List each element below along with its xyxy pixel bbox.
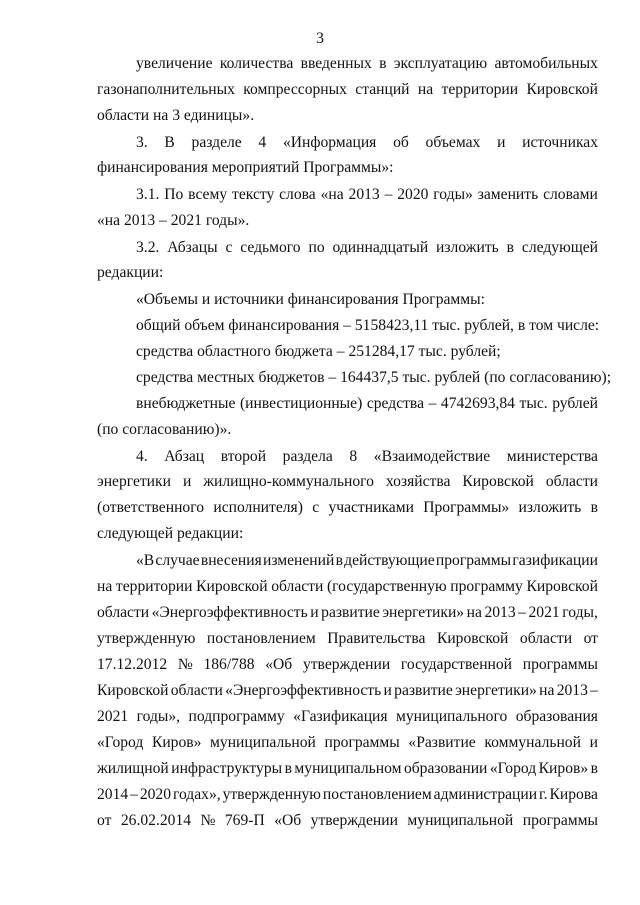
word: администрации (433, 786, 538, 803)
word: области (97, 604, 150, 621)
word: – (130, 786, 138, 803)
word: утверждении (310, 812, 398, 829)
text-line (97, 500, 598, 516)
word: и (383, 682, 392, 699)
word: 3. (136, 134, 148, 151)
word: программы (435, 552, 512, 569)
word: 186/788 (203, 656, 255, 673)
text-line (136, 449, 598, 465)
text-line (97, 657, 598, 673)
word: «В (136, 552, 155, 569)
word: – (518, 604, 526, 621)
word: государственной (400, 656, 513, 673)
page-number: 3 (316, 30, 324, 47)
word: станций (355, 81, 410, 98)
word: и (589, 734, 598, 751)
word: с (312, 499, 320, 516)
word: № (200, 812, 216, 829)
word: «Газификация (293, 708, 388, 725)
word: автомобильных (494, 55, 598, 72)
word: энергетики» (455, 682, 537, 699)
word: утвержденную (97, 630, 196, 647)
word: «Взаимодействие (373, 448, 491, 465)
word: «Об (265, 656, 293, 673)
word: жилищной (97, 760, 169, 777)
word: муниципальной (210, 734, 316, 751)
text-line: (по согласованию)». (97, 421, 232, 438)
word: 3.2. (136, 239, 160, 256)
word: следующей (521, 239, 598, 256)
text-line (97, 787, 598, 803)
word: «Энергоэффективность (151, 604, 308, 621)
word: в (590, 499, 598, 516)
text-line (136, 553, 598, 569)
word: подпрограмму (188, 708, 285, 725)
word: слова (279, 186, 316, 203)
word: «Энергоэффективность (225, 682, 382, 699)
word: хозяйства (385, 473, 451, 490)
text-line: следующей редакции: (97, 525, 244, 542)
word: утвержденную (222, 786, 321, 803)
word: годах», (172, 786, 221, 803)
word: Программы» (423, 499, 510, 516)
word: г. (539, 786, 548, 803)
word: с (225, 239, 233, 256)
word: газонаполнительных (97, 81, 235, 98)
word: раздела (282, 448, 333, 465)
word: муниципальной (407, 812, 514, 829)
text-line: средства местных бюджетов – 164437,5 тыс. рублей (по согласованию); (136, 369, 612, 386)
text-line (97, 82, 598, 98)
word: газификации (512, 552, 598, 569)
word: количества (219, 55, 294, 72)
word: «Город (489, 760, 537, 777)
word: энергетики (97, 473, 171, 490)
word: – (590, 682, 598, 699)
word: от (583, 630, 598, 647)
word: эксплуатацию (393, 55, 488, 72)
text-line: финансирования мероприятий Программы»: (97, 159, 394, 176)
word: изложить (518, 499, 582, 516)
word: «Информация (282, 134, 377, 151)
word: на (417, 81, 434, 98)
word: (ответственного (97, 499, 205, 516)
word: «Об (274, 812, 302, 829)
text-line (136, 396, 598, 412)
word: и (182, 473, 192, 490)
word: развитие (394, 682, 453, 699)
word: программы (522, 656, 598, 673)
word: Кирова (549, 786, 598, 803)
word: Кировской (436, 630, 509, 647)
text-line: общий объем финансирования – 5158423,11 тыс. рублей, в том числе: (136, 317, 600, 334)
word: второй (220, 448, 267, 465)
word: (государственную (326, 578, 447, 595)
text-line (97, 605, 598, 621)
word: «Развитие (408, 734, 476, 751)
word: коммунальной (484, 734, 581, 751)
word: жилищно-коммунального (203, 473, 374, 490)
word: муниципальном (294, 760, 402, 777)
text-line: «на 2013 – 2021 годы». (97, 212, 250, 229)
word: 2021 (528, 604, 560, 621)
word: объемах (425, 134, 481, 151)
word: «на (320, 186, 344, 203)
word: по (308, 239, 325, 256)
word: министерства (506, 448, 598, 465)
word: инфраструктуры (171, 760, 283, 777)
text-line (97, 735, 598, 751)
word: муниципального (396, 708, 508, 725)
word: на (466, 604, 482, 621)
word: увеличение (136, 55, 213, 72)
word: компрессорных (243, 81, 347, 98)
word: на (97, 578, 113, 595)
word: Кировской (97, 682, 169, 699)
word: разделе (191, 134, 242, 151)
word: в (284, 760, 292, 777)
word: изложить (436, 239, 499, 256)
word: области (545, 473, 598, 490)
text-line (97, 761, 598, 777)
word: одиннадцатый (332, 239, 429, 256)
word: Кировской (526, 578, 598, 595)
word: в (379, 55, 387, 72)
word: По (164, 186, 184, 203)
word: годы» (433, 186, 473, 203)
text-line: средства областного бюджета – 251284,17 тыс. рублей; (136, 343, 501, 360)
word: территории (441, 81, 519, 98)
word: постановлением (322, 786, 432, 803)
word: внебюджетные (136, 395, 236, 412)
word: области (170, 682, 223, 699)
word: средства (366, 395, 425, 412)
word: 4 (258, 134, 267, 151)
word: 17.12.2012 (97, 656, 168, 673)
word: об (393, 134, 409, 151)
word: Кировской (196, 578, 268, 595)
word: годы, (562, 604, 598, 621)
text-line: области на 3 единицы». (97, 107, 255, 124)
word: программу (450, 578, 523, 595)
text-line (136, 135, 598, 151)
word: источниках (522, 134, 598, 151)
word: участниками (328, 499, 414, 516)
word: энергетики» (382, 604, 465, 621)
word: исполнителя) (213, 499, 303, 516)
word: и (310, 604, 319, 621)
word: «Город (97, 734, 144, 751)
text-line (97, 813, 598, 829)
word: Киров» (538, 760, 589, 777)
word: области (519, 630, 573, 647)
text-line (136, 187, 598, 203)
word: 2020 (139, 786, 172, 803)
word: Киров» (151, 734, 202, 751)
word: изменений (262, 552, 335, 569)
word: 2013 (484, 604, 516, 621)
word: В (164, 134, 175, 151)
word: области (271, 578, 324, 595)
word: 2013 (556, 682, 588, 699)
word: (инвестиционные) (239, 395, 363, 412)
word: 2020 (397, 186, 429, 203)
word: 8 (349, 448, 358, 465)
word: 26.02.2014 (120, 812, 192, 829)
word: тыс. (519, 395, 548, 412)
text-line (97, 709, 598, 725)
word: случае (155, 552, 200, 569)
word: Абзацы (167, 239, 218, 256)
word: развитие (321, 604, 380, 621)
word: тексту (232, 186, 275, 203)
text-line (97, 579, 598, 595)
word: – (384, 186, 393, 203)
word: постановлением (206, 630, 316, 647)
word: – (428, 395, 437, 412)
word: введенных (300, 55, 372, 72)
word: территории (115, 578, 193, 595)
word: всему (188, 186, 228, 203)
word: образования (515, 708, 598, 725)
word: Абзац (164, 448, 205, 465)
word: внесения (200, 552, 262, 569)
word: годы», (136, 708, 181, 725)
word: в (590, 760, 598, 777)
word: Кировской (526, 81, 598, 98)
word: утверждении (302, 656, 391, 673)
word: от (97, 812, 112, 829)
word: 769-П (224, 812, 265, 829)
word: 2013 (348, 186, 380, 203)
word: действующие (344, 552, 435, 569)
text-line (136, 56, 598, 72)
word: словами (543, 186, 598, 203)
word: Кировской (462, 473, 534, 490)
word: в (506, 239, 515, 256)
word: образовании (403, 760, 488, 777)
word: 3.1. (136, 186, 160, 203)
word: в (335, 552, 343, 569)
text-line (97, 631, 598, 647)
word: программы (522, 812, 598, 829)
word: Правительства (327, 630, 426, 647)
word: и (497, 134, 506, 151)
word: заменить (477, 186, 539, 203)
word: 2014 (97, 786, 129, 803)
word: рублей (552, 395, 598, 412)
text-line (97, 683, 598, 699)
word: 4. (136, 448, 148, 465)
word: на (539, 682, 555, 699)
text-line: редакции: (97, 264, 164, 281)
text-line (136, 240, 598, 256)
text-line: «Объемы и источники финансирования Программы: (136, 291, 485, 308)
word: программы (324, 734, 400, 751)
word: № (177, 656, 193, 673)
text-line (97, 474, 598, 490)
word: 4742693,84 (440, 395, 515, 412)
word: 2021 (97, 708, 129, 725)
word: седьмого (240, 239, 301, 256)
